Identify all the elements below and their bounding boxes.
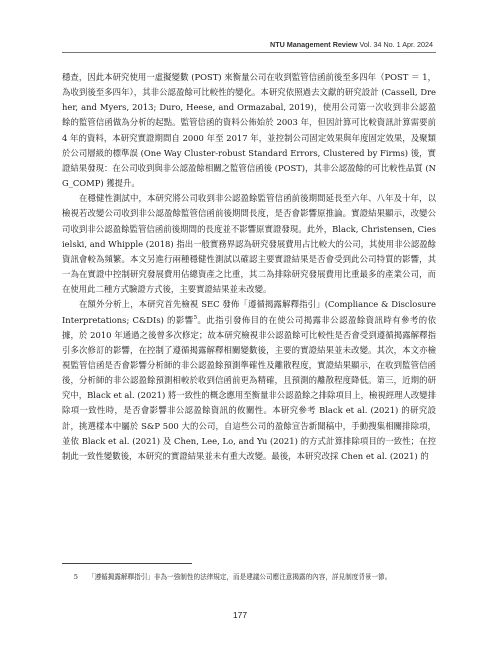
footnote-marker: 5 xyxy=(193,314,198,321)
page-number: 177 xyxy=(233,610,247,620)
journal-title: NTU Management Review xyxy=(270,40,358,49)
paragraph-2: 在穩健性測試中，本研究將公司收到非公認盈餘監管信函前後期間延長至六年、八年及十年，以檢視若改變公司收到非公認盈餘監管信函前後期間長度，是否會影響原推論。實證結果顯示，改變公司收到非公認盈餘監管信函前後期間的長度並不影響原實證發現。此外，Black, Christensen, Ciesielski, and Whipple (2018) 指出一般實務界認為研究發展費用占比較大的公司，其使用非公認盈餘資訊會較為頻繁。本文另進行兩種穩健性測試以確認主要實證結果是否會受到此公司特質的影響，其一為在實證中控制研究發展費用佔總資產之比重，其二為排除研究發展費用比重最多的產業公司，而在使用此二種方式驗證方式後，主要實證結果並未改變。 xyxy=(62,193,436,295)
footnote-number: 5 xyxy=(73,573,78,581)
issue-info: Vol. 34 No. 1 Apr. 2024 xyxy=(359,40,433,49)
paragraph-3-part-1: 在額外分析上，本研究首先檢視 SEC 發佈「遵循揭露解釋指引」(Compliance & Disclosure Interpretations; C&DIs) 的影響 xyxy=(62,299,436,325)
main-text xyxy=(62,70,436,464)
footnote-text: 「遵循揭露解釋指引」非為一強制性的法律規定，而是建議公司應注意揭露的內容，詳見制度背景一節。 xyxy=(88,573,392,581)
footnote xyxy=(62,571,436,583)
header-divider xyxy=(62,52,436,53)
paragraph-3-part-2: 。此指引發佈目的在使公司揭露非公認盈餘資訊時有參考的依據，於 2010 年通過之後曾多次修定；故本研究檢視非公認盈餘可比較性是否會受到遵循揭露解釋指引多次修訂的影響，在控制了遵循揭露解釋相關變數後，主要的實證結果並未改變。其次，本文亦檢視監管信函是否會影響分析師的非公認盈餘預測準確性及離散程度，實證結果顯示，在收到監管信函後，分析師的非公認盈餘預測相較於收到信函前更為精確，且預測的離散程度降低。第三，近期的研究中，Black et al. (2021) 將一致性的概念應用至衡量非公認盈餘之排除項目上，檢視經理人改變排除項一致性時，是否會影響非公認盈餘資訊的攸關性。本研究參考 Black et al. (2021) 的研究設計，挑選樣本中屬於 S&P 500 大的公司，自這些公司的盈餘宣告新聞稿中，手動搜集相關排除項，並依 Black et al. (2021) 及 Chen, Lee, Lo, and Yu (2021) 的方式計算排除項目的一致性；在控制此一致性變數後，本研究的實證結果並未有重大改變。最後，本研究改採 Chen et al. (2021) 的 xyxy=(62,314,436,461)
running-header xyxy=(270,40,433,49)
footnote-divider xyxy=(62,563,192,564)
paragraph-1: 穩查，因此本研究使用一虛擬變數 (POST) 來衡量公司在收到監管信函前後至多四年（POST ＝ 1，為收到後至多四年），其非公認盈餘可比較性的變化。本研究依照過去文獻的研究設計 (Cassell, Dreher, and Myers, 2013; Duro, Heese, and Ormazabal, 2019)，使用公司第一次收到非公認盈餘的監管信函做為分析的起點。監管信函的資料公佈始於 2003 年，但因計算可比較資訊計算需要前 4 年的資料，本研究實證期間自 2000 年至 2017 年，並控制公司固定效果與年度固定效果，及聚類於公司層級的標準誤 (One Way Cluster-robust Standard Errors, Clustered by Firms) 後，實證結果發現：在公司收到與非公認盈餘相關之監管信函後 (POST)，其非公認盈餘的可比較性品質 (NG_COMP) 獲提升。 xyxy=(62,72,436,189)
paragraph-3 xyxy=(62,297,436,464)
